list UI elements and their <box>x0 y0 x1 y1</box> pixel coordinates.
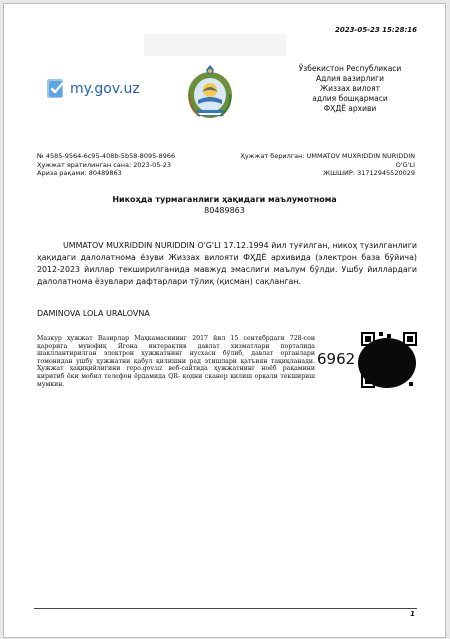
document-body: UMMATOV MUXRIDDIN NURIDDIN O'G'LI 17.12.1994 йил туғилган, никоҳ тузилганлиги ҳақидаги далолатнома ёзуви Жиззах вилояти ФҲДЁ архивида (электрон база бўйича) 2012-2023 йиллар текширилганида мавжуд эмаслиги маълум бўлди. Ушбу йиллардаги далолатнома ёзувлари дафтарлари тўлиқ (қисман) сақланган. <box>37 241 417 286</box>
page-number: 1 <box>410 610 415 618</box>
document-id: № 4585-9564-6c95-408b-5b58-8095-8966 <box>37 152 176 160</box>
org-line: Ўзбекистон Республикаси <box>298 64 402 73</box>
pinfl: ЖШШИР: 31712945520029 <box>323 169 415 177</box>
timestamp: 2023-05-23 15:28:16 <box>334 26 417 34</box>
state-emblem <box>182 64 238 126</box>
creation-date: Ҳужжат яратилинган сана: 2023-05-23 <box>37 160 172 169</box>
mygov-logo-icon <box>46 78 66 100</box>
document-number: 80489863 <box>204 206 245 215</box>
issued-to-cont: O'G'LI <box>395 160 415 169</box>
document-meta <box>37 152 175 178</box>
issuing-organization <box>294 64 406 114</box>
verification-code: 6962 <box>317 350 356 368</box>
document-title: Никоҳда турмаганлиги ҳақидаги маълумотнома <box>112 195 337 204</box>
footer-divider <box>34 608 417 609</box>
recipient-meta <box>225 152 415 178</box>
issued-to: Ҳужжат берилган: UMMATOV MUXRIDDIN NURIDDIN <box>240 152 415 160</box>
watermark-bar <box>144 34 286 56</box>
org-line: Адлия вазирлиги <box>315 74 384 83</box>
document-page <box>3 3 446 638</box>
redaction-blob <box>358 338 416 388</box>
legal-note: Мазкур ҳужжат Вазирлар Маҳкамасининг 2017 йил 15 сентябрдаги 728-сон қарорига мувофиқ Ягона интерактив давлат хизматлари порталида шакллантирилган электрон ҳужжатнинг нусхаси бўлиб, давлат органлари томонидан ушбу ҳужжатни қабул қилишни рад этишлари қатъиян тақиқланади. Ҳужжат ҳақиқийлигини repo.gov.uz веб-сайтида ҳужжатнинг ноёб рақамини киритиб ёки мобил телефон ёрдамида QR- кодни сканер қилиш орқали текшириш мумкин. <box>37 335 315 388</box>
mygov-logo[interactable] <box>46 78 140 100</box>
org-line: Жиззах вилоят <box>320 84 380 93</box>
org-line: ФҲДЁ архиви <box>323 104 377 113</box>
org-line: адлия бошқармаси <box>312 94 388 103</box>
application-number: Ариза рақами: 80489863 <box>37 169 122 177</box>
logo-text: my.gov.uz <box>70 81 140 97</box>
signer-name: DAMINOVA LOLA URALOVNA <box>37 309 150 318</box>
